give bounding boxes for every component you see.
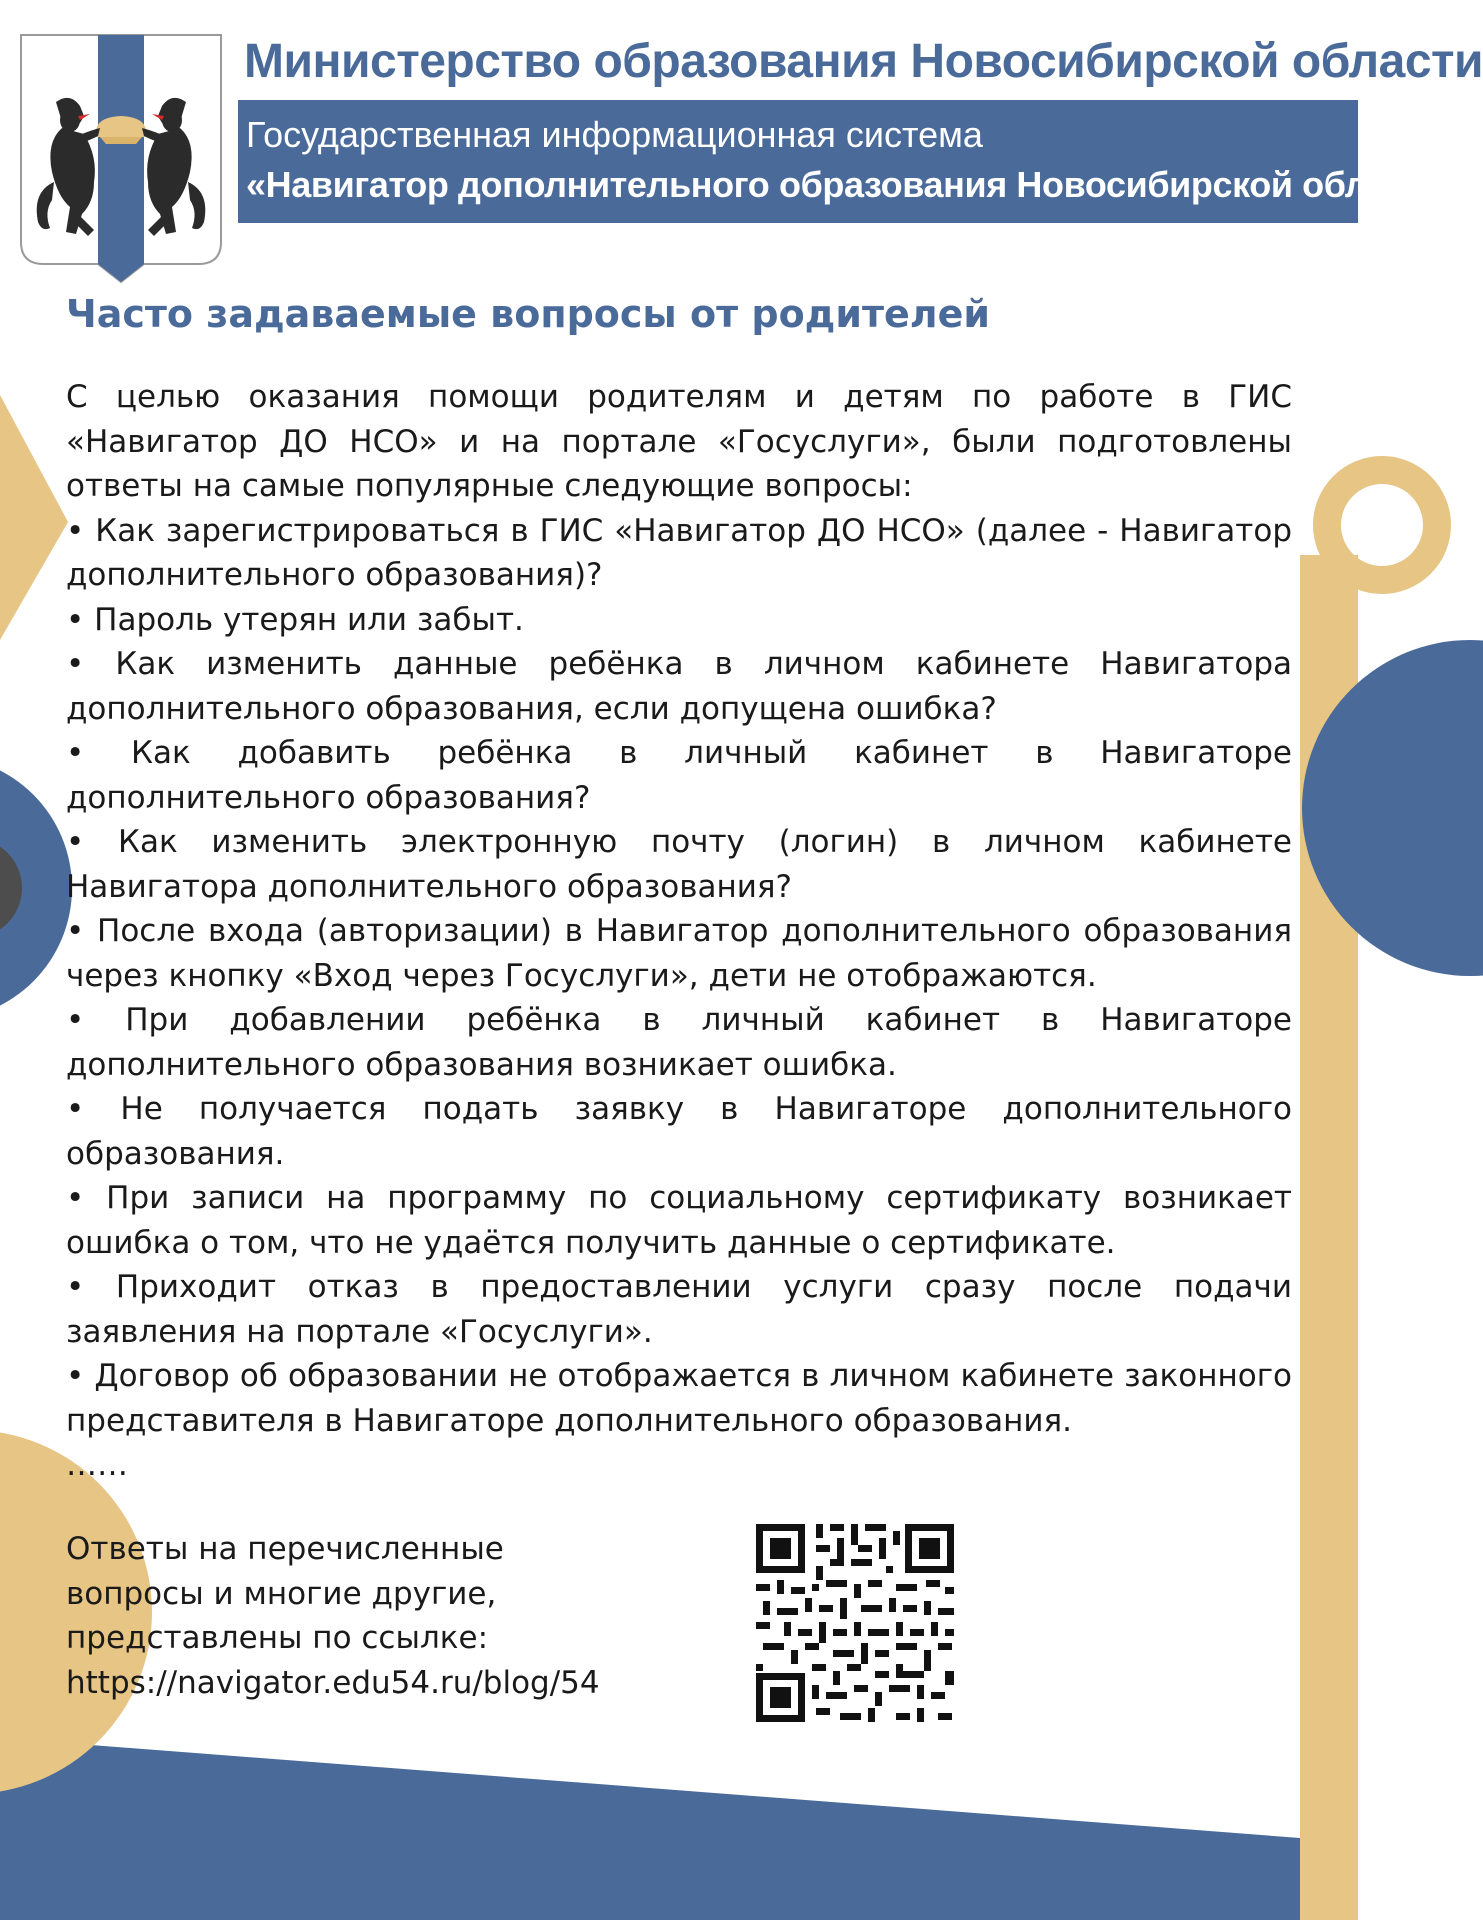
faq-item: • Договор об образовании не отображается в личном кабинете законного представителя в Навигаторе дополнительного образования. [66,1358,1292,1439]
faq-item: • Как зарегистрироваться в ГИС «Навигатор ДО НСО» (далее - Навигатор дополнительного образования)? [66,512,1292,593]
footer-line: представлены по ссылке: [66,1620,489,1656]
faq-item: • Как изменить данные ребёнка в личном кабинете Навигатора дополнительного образования, если допущена ошибка? [66,646,1292,727]
faq-item: • Пароль утерян или забыт. [66,601,524,638]
footer-line: вопросы и многие другие, [66,1575,497,1612]
faq-item: • Как добавить ребёнка в личный кабинет в Навигаторе дополнительного образования? [66,735,1292,816]
coat-of-arms-icon [18,32,224,284]
faq-item: • Не получается подать заявку в Навигаторе дополнительного образования. [66,1091,1292,1172]
footer-line: Ответы на перечисленные [66,1531,504,1567]
faq-intro: С целью оказания помощи родителям и детям по работе в ГИС «Навигатор ДО НСО» и на портале «Госуслуги», были подготовлены ответы на самые популярные следующие вопросы: [66,379,1292,504]
ministry-title: Министерство образования Новосибирской области [244,35,1483,88]
faq-item: • При добавлении ребёнка в личный кабинет в Навигаторе дополнительного образования возникает ошибка. [66,1002,1292,1083]
footer-link[interactable]: https://navigator.edu54.ru/blog/54 [66,1664,600,1701]
system-name-line1: Государственная информационная система [246,114,983,155]
qr-code-icon [756,1524,954,1722]
faq-body [66,375,1292,1488]
system-name-line2: «Навигатор дополнительного образования Новосибирской области» [246,164,1465,205]
faq-heading: Часто задаваемые вопросы от родителей [66,292,991,336]
faq-item: • Приходит отказ в предоставлении услуги сразу после подачи заявления на портале «Госуслуги». [66,1269,1292,1350]
faq-item: • После входа (авторизации) в Навигатор дополнительного образования через кнопку «Вход через Госуслуги», дети не отображаются. [66,913,1292,994]
faq-ellipsis: …… [66,1447,128,1483]
footer-text [66,1527,686,1705]
faq-item: • При записи на программу по социальному сертификату возникает ошибка о том, что не удаётся получить данные о сертификате. [66,1180,1292,1261]
faq-item: • Как изменить электронную почту (логин) в личном кабинете Навигатора дополнительного образования? [66,824,1292,905]
